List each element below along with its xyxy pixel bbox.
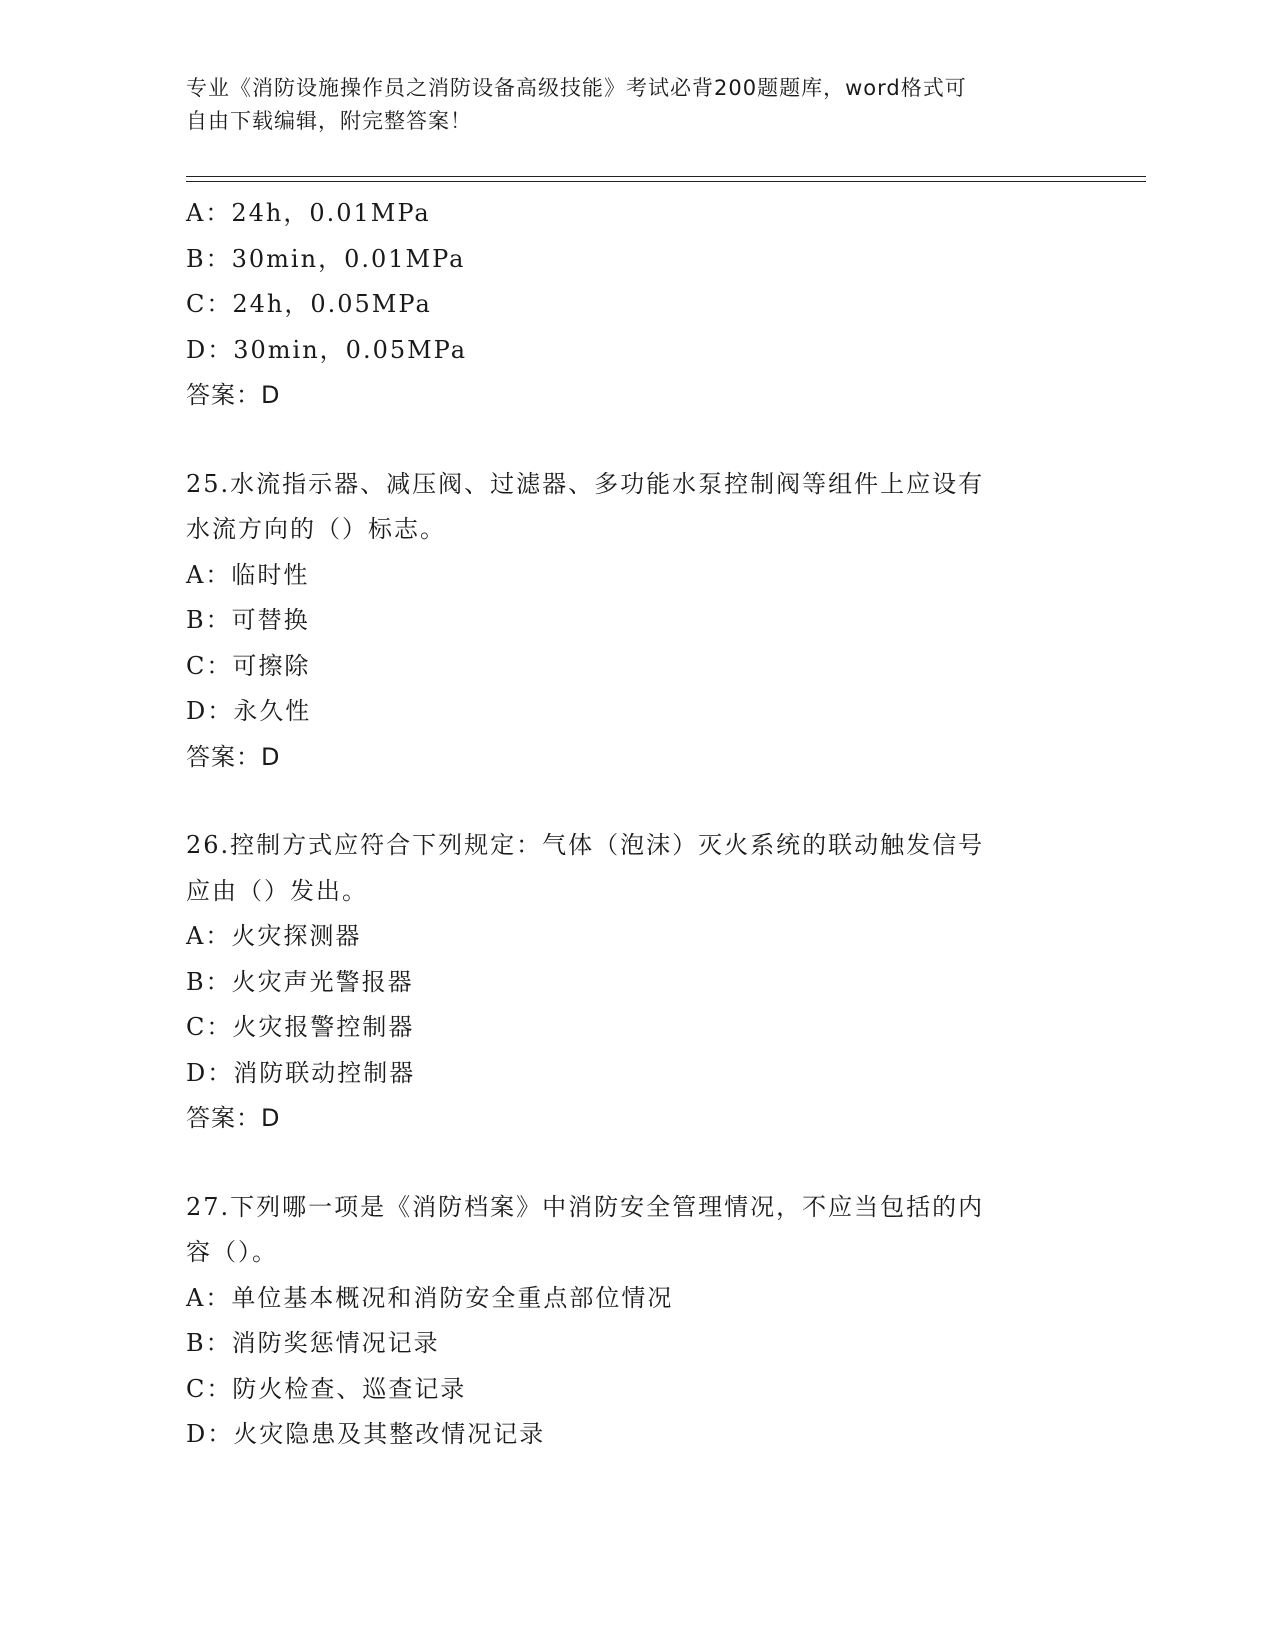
question-stem-line-2: 水流方向的（）标志。 — [186, 515, 446, 543]
option-a: A：24h，0.01MPa — [186, 199, 431, 227]
question-block-24 — [186, 191, 1086, 419]
option-b: B：消防奖惩情况记录 — [186, 1329, 440, 1357]
document-header — [186, 72, 1066, 138]
question-stem-line-1: 27.下列哪一项是《消防档案》中消防安全管理情况，不应当包括的内 — [186, 1192, 985, 1221]
option-b: B：火灾声光警报器 — [186, 967, 414, 996]
option-a: A：火灾探测器 — [186, 922, 362, 950]
question-stem-line-1: 25.水流指示器、减压阀、过滤器、多功能水泵控制阀等组件上应设有 — [186, 469, 985, 498]
header-divider-bottom — [186, 181, 1146, 182]
answer-line: 答案：D — [186, 381, 281, 409]
option-c: C：可擦除 — [186, 651, 311, 680]
option-c: C：24h，0.05MPa — [186, 290, 432, 318]
option-a: A：单位基本概况和消防安全重点部位情况 — [186, 1283, 674, 1312]
answer-line: 答案：D — [186, 1104, 281, 1132]
option-a: A：临时性 — [186, 560, 310, 589]
option-b: B：30min，0.01MPa — [186, 244, 466, 273]
option-d: D：火灾隐患及其整改情况记录 — [186, 1420, 546, 1448]
answer-line: 答案：D — [186, 742, 281, 771]
question-block-26 — [186, 823, 1086, 1142]
option-d: D：30min，0.05MPa — [186, 335, 468, 364]
question-stem-line-2: 应由（）发出。 — [186, 876, 368, 905]
question-stem-line-2: 容（）。 — [186, 1238, 278, 1266]
option-c: C：火灾报警控制器 — [186, 1013, 415, 1041]
header-line-1: 专业《消防设施操作员之消防设备高级技能》考试必背200题题库，word格式可 — [186, 76, 967, 100]
option-d: D：永久性 — [186, 697, 312, 725]
header-divider-top — [186, 176, 1146, 177]
question-block-27 — [186, 1185, 1086, 1458]
option-c: C：防火检查、巡查记录 — [186, 1374, 467, 1403]
option-b: B：可替换 — [186, 606, 310, 634]
question-block-25 — [186, 462, 1086, 781]
option-d: D：消防联动控制器 — [186, 1058, 416, 1087]
header-line-2: 自由下载编辑，附完整答案！ — [186, 109, 472, 133]
question-stem-line-1: 26.控制方式应符合下列规定：气体（泡沫）灭火系统的联动触发信号 — [186, 831, 985, 859]
question-list — [186, 191, 1086, 1458]
